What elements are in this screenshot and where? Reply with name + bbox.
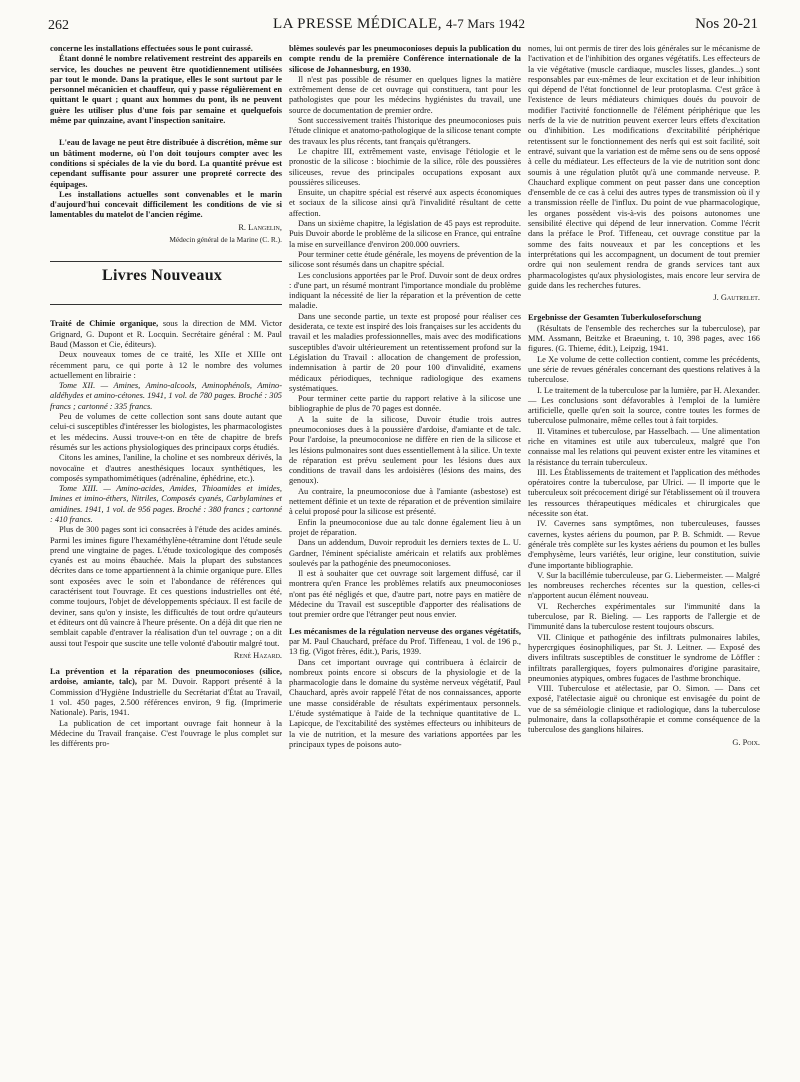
paragraph: Peu de volumes de cette collection sont sans doute autant que celui-ci susceptibles d'intéresser les biologistes, les pharmacologistes et les médecins. Aussi trouve-t-on en tête de chapitre de brefs résumés sur les actions physiologiques des principaux corps étudiés. [50, 412, 282, 452]
paragraph: Plus de 300 pages sont ici consacrées à l'étude des acides aminés. Parmi les imines figure l'hexaméthylène-tétramine dont l'étude seule prend une vingtaine de pages. L'étude toxicologique des composés cyanés est au moins ébauchée. Mais la plupart des substances décrites dans ce tome appartiennent à la chimie organique pure. Elles sont exposées avec le soin et l'abondance de références qui caractérisent tout l'ouvrage. Et ces questions industrielles ont été, comme toujours, l'objet de développements spéciaux. Il est facile de deviner, sans qu'on y insiste, les difficultés de tout ordre qu'auteurs et éditeurs ont dû vaincre à l'heure présente. On a déjà dit que rien ne semblait capable d'entraver la réalisation d'un tel ouvrage ; on a dit aussi tout l'espoir que suscite une telle volonté d'aboutir malgré tout. [50, 525, 282, 648]
spacer [50, 126, 282, 138]
book-entry [50, 667, 282, 718]
paragraph: Les installations actuelles sont convenables et le marin d'aujourd'hui concevait difficilement les conditions de vie si lamentables du matelot de l'ancien régime. [50, 189, 282, 220]
paragraph: Il est à souhaiter que cet ouvrage soit largement diffusé, car il montrera qu'en France les problèmes relatifs aux pneumoconioses n'ont pas été négligés et que, d'autre part, notre pays en matière de Médecine du Travail est susceptible d'apporter des réalisations de tout premier ordre que l'étranger peut nous envier. [289, 569, 521, 620]
page-header [48, 14, 758, 38]
paragraph: V. Sur la bacillémie tuberculeuse, par G. Liebermeister. — Malgré les nombreuses recherches récentes sur la question, celles-ci n'apportent aucun élément nouveau. [528, 570, 760, 601]
paragraph: IV. Cavernes sans symptômes, non tuberculeuses, fausses cavernes, kystes aériens du poumon, par P. B. Schmidt. — Revue générale très complète sur les kystes aériens du poumon et les bulles d'emphysème, leurs variétés, leur origine, leur constitution, suivie d'une importante bibliographie. [528, 519, 760, 570]
paragraph: VI. Recherches expérimentales sur l'immunité dans la tuberculose, par R. Bieling. — Les rapports de l'allergie et de l'immunité dans la tuberculose restent toujours obscurs. [528, 601, 760, 632]
paragraph: Le chapitre III, extrêmement vaste, envisage l'étiologie et le pronostic de la silicose : biochimie de la silice, rôle des poussières siliceuses, revue des principales occupations exposant aux poussières siliceuses. [289, 146, 521, 187]
paragraph: Citons les amines, l'aniline, la choline et ses nombreux dérivés, la novocaïne et d'autres anesthésiques locaux synthétiques, les composés sympathomimétiques (adrénaline, éphédrine, etc.). [50, 453, 282, 483]
paragraph: Il n'est pas possible de résumer en quelques lignes la matière extrêmement dense de cet ouvrage qui constituera, tant pour les pathologistes que pour les médecins hygiénistes du travail, une source de documentation de premier ordre. [289, 74, 521, 115]
book-reference: sous la direction de MM. Victor Grignard, G. Dupont et R. Locquin. Secrétaire général : M. Paul Baud (Masson et Cie, éditeurs). [50, 319, 282, 349]
paragraph: blèmes soulevés par les pneumoconioses depuis la publication du compte rendu de la première Conférence internationale de la silicose de Johannesburg, en 1930. [289, 44, 521, 74]
paragraph: Dans un addendum, Duvoir reproduit les derniers textes de L. U. Gardner, l'éminent spécialiste américain et relatifs aux problèmes soulevés par la pathogénie des pneumoconioses. [289, 538, 521, 568]
paragraph: A la suite de la silicose, Duvoir étudie trois autres pneumoconioses dues à la poussière d'ardoise, d'amiante et de talc. Pour l'ardoise, la pneumoconiose ne diffère en rien de la silicose et les lésions pulmonaires sont dues essentiellement à la silice. Un texte de réparation est prévu seulement pour les lésions dues aux conditions de travail dans les ardoisières (lésions des mains, des genoux). [289, 414, 521, 486]
paragraph: nomes, lui ont permis de tirer des lois générales sur le mécanisme de l'activation et de l'inhibition des organes végétatifs. Les effecteurs de la vie végétative (muscle cardiaque, muscles lisses, glandes...) sont responsables par eux-mêmes de leur excitation et de leur inhibition qui dépend de l'état fonctionnel de leur protoplasma. C'est grâce à l'existence de leurs médiateurs chimiques doués du pouvoir de modifier l'activité fonctionnelle de l'élément périphérique que les nerfs de la vie de nutrition peuvent exercer leurs effets d'excitation ou d'inhibition. Les modifications d'excitabilité périphérique retentissent sur le fonctionnement des nerfs qui est soit facilité, soit entravé, suivant que la variation est de même sens ou de sens opposé à celle du médiateur. Les effecteurs de la vie de nutrition sont donc soumis à une régulation plutôt qu'à une commande nerveuse. P. Chauchard explique comment on peut passer dans une conception d'ensemble de ce cas à celui des autres types de transmission où il y a transmission réelle de l'influx. Du point de vue pharmacologique, les organes possèdent vis-à-vis des poisons autonomes une sensibilité élective qui dépend de leur innervation. Comme l'écrit dans la préface le Prof. Tiffeneau, cet ouvrage constitue par la somme des faits nouveaux et par les conceptions et les interprétations qui les accompagnent, un document de tout premier ordre qui non seulement rendra de grands services tant aux pharmacologistes qu'aux physiologistes, mais encore leur servira de guide dans les recherches futures. [528, 44, 760, 290]
paragraph: I. Le traitement de la tuberculose par la lumière, par H. Alexander. — Les conclusions sont défavorables à l'emploi de la lumière artificielle, quelle qu'en soit la source, contre toutes les formes de tuberculose pulmonaire, même celles tout à fait torpides. [528, 385, 760, 426]
paragraph: concerne les installations effectuées sous le pont cuirassé. [50, 44, 253, 53]
paragraph: Dans cet important ouvrage qui contribuera à éclaircir de nombreux points encore si obscurs de la physiologie et de la pharmacologie dans le domaine du système nerveux végétatif, Paul Chauchard, après avoir rappelé l'état de nos connaissances, apporte une masse considérable de résultats expérimentaux personnels. L'étude systématique à l'aide de la technique quantitative de L. Lapicque, de l'excitabilité des systèmes effecteurs ou inhibiteurs de la vie de nutrition, et la mesure des variations apportées par les principaux types de poisons auto- [289, 657, 521, 749]
paragraph: II. Vitamines et tuberculose, par Hasselbach. — Une alimentation riche en vitamines est utile aux tuberculeux, malgré que l'on connaisse mal les relations qui peuvent exister entre les vitamines et la résistance du terrain tuberculeux. [528, 426, 760, 467]
paragraph: Deux nouveaux tomes de ce traité, les XIIe et XIIIe ont récemment paru, ce qui porte à 12 le nombre des volumes actuellement en librairie : [50, 350, 282, 380]
section-banner [50, 261, 282, 305]
book-title: La prévention et la réparation des pneumoconioses (silice, ardoise, amiante, talc), [50, 667, 282, 687]
paragraph: Dans une seconde partie, un texte est proposé pour réaliser ces desiderata, ce texte est inspiré des lois françaises sur les accidents du travail et les maladies professionnelles, mais avec des modifications susceptibles d'avoir ultérieurement un retentissement profond sur la Législation du Travail : allocation de changement de profession, indemnisation à partir de 20 pour 100 d'invalidité, examens médicaux périodiques, technique radiologique des examens systématiques. [289, 311, 521, 393]
book-entry [289, 627, 521, 658]
book-title: Ergebnisse der Gesamten Tuberkuloseforschung [528, 313, 702, 323]
journal-name: LA PRESSE MÉDICALE, [273, 16, 442, 32]
signature: R. Langelin, [238, 222, 282, 232]
book-title: Traité de Chimie organique, [50, 319, 159, 329]
paragraph: III. Les Établissements de traitement et l'application des méthodes opératoires contre la tuberculose, par Ulrici. — Il importe que le tuberculeux soit précocement dirigé sur l'établissement où il trouvera les ressources thérapeutiques médicales et chirurgicales que nécessite son état. [528, 467, 760, 519]
book-reference: (Résultats de l'ensemble des recherches sur la tuberculose), par MM. Assmann, Beitzke et Braeuning, t. 10, 398 pages, avec 166 figures. (G. Thieme, édit.), Leipzig, 1941. [528, 323, 760, 354]
column-left [50, 44, 282, 750]
book-title: Les mécanismes de la régulation nerveuse des organes végétatifs, [289, 626, 521, 636]
book-entry [50, 319, 282, 350]
paragraph: VII. Clinique et pathogénie des infiltrats pulmonaires labiles, hypercrgiques éosinophiliques, par St. J. Leitner. — Exposé des divers infiltrats susceptibles de constituer le syndrome de Löffler : infiltrats parallergiques, foyers pulmonaires d'origine parasitaire, pneumonies atypiques, ombres fugaces de l'asthme bronchique. [528, 632, 760, 683]
paragraph: Le Xe volume de cette collection contient, comme les précédents, une série de revues générales concernant des questions relatives à la tuberculose. [528, 354, 760, 385]
paragraph: Au contraire, la pneumoconiose due à l'amiante (asbestose) est nettement définie et un texte de réparation et de prévention similaire à celui proposé pour la silicose est présenté. [289, 486, 521, 517]
paragraph: L'eau de lavage ne peut être distribuée à discrétion, même sur un bâtiment moderne, où l'on doit toujours compter avec les conditions si spéciales de la vie du bord. La quantité prévue est cependant suffisante pour assurer une propreté correcte des équipages. [50, 138, 282, 189]
issue-value: 20-21 [723, 16, 758, 32]
paragraph: Dans un sixième chapitre, la législation de 45 pays est reproduite. Puis Duvoir aborde le problème de la silicose en France, qui entraîne la mise en surveillance d'environ 200.000 ouvriers. [289, 219, 521, 249]
signature: René Hazard. [233, 650, 282, 660]
paragraph: VIII. Tuberculose et atélectasie, par O. Simon. — Dans cet exposé, l'atélectasie aiguë ou chronique est envisagée du point de vue de sa séméiologie clinique et radiologique, dans la tuberculose pulmonaire, dans la collapsothérapie et comme conséquence de la tuberculose des ganglions hilaires. [528, 684, 760, 735]
book-reference: par M. Paul Chauchard, préface du Prof. Tiffeneau, 1 vol. de 196 p., 13 fig. (Vigot frères, édit.), Paris, 1939. [289, 636, 521, 657]
signature: G. Poix. [732, 737, 760, 747]
paragraph: Étant donné le nombre relativement restreint des appareils en service, les douches ne peuvent être quotidiennement utilisées par tout le monde. Dans la pratique, elles le sont surtout par le personnel mécanicien et chauffeur, qui y passe régulièrement en quittant le quart ; quant aux hommes du pont, ils ne peuvent guère les utiliser plus d'une fois par semaine et quelquefois même par quinzaine, avant l'inspection sanitaire. [50, 54, 282, 126]
signature: J. Gautrelet. [713, 293, 760, 303]
paragraph: Sont successivement traités l'historique des pneumoconioses puis l'étude clinique et anatomo-pathologique de la silicose tenant compte des travaux les plus récents, tant français qu'étrangers. [289, 116, 521, 146]
paragraph: Enfin la pneumoconiose due au talc donne également lieu à un projet de réparation. [289, 517, 521, 537]
page-number: 262 [48, 18, 69, 33]
signature-role: Médecin général de la Marine (C. R.). [169, 235, 282, 245]
book-reference: par M. Duvoir. Rapport présenté à la Commission d'Hygiène Industrielle du Secrétariat d'État au Travail, 1 vol. 450 pages, 2.500 références environ, 9 fig. (Imprimerie Nationale). Paris, 1941. [50, 677, 282, 718]
paragraph: Tome XII. — Amines, Amino-alcools, Aminophénols, Amino-aldéhydes et amino-cétones. 1941, 1 vol. de 780 pages. Broché : 305 francs ; cartonné : 335 francs. [50, 381, 282, 411]
paragraph: La publication de cet important ouvrage fait honneur à la Médecine du Travail française. C'est l'ouvrage le plus complet sur les différents pro- [50, 718, 282, 749]
journal-title [273, 16, 525, 33]
paragraph: Les conclusions apportées par le Prof. Duvoir sont de deux ordres : d'une part, un résumé montrant l'importance mondiale du problème indiquant la nécessité de lier la réparation et la prévention de cette maladie. [289, 270, 521, 311]
paragraph: Ensuite, un chapitre spécial est réservé aux aspects économiques et sociaux de la silicose ainsi qu'à l'invalidité résultant de cette affection. [289, 188, 521, 218]
issue-prefix: Nos [695, 16, 720, 32]
paragraph: Pour terminer cette partie du rapport relative à la silicose une bibliographie de plus de 70 pages est donnée. [289, 394, 521, 414]
paragraph: Pour terminer cette étude générale, les moyens de prévention de la silicose sont résumés dans un chapitre spécial. [289, 249, 521, 270]
paragraph: Tome XIII. — Amino-acides, Amides, Thioamides et imides, Imines et imino-éthers, Nitriles, Composés cyanés, Carbylamines et amidines. 1941, 1 vol. de 956 pages. Broché : 380 francs ; cartonné : 410 francs. [50, 484, 282, 524]
column-right [528, 44, 760, 750]
issue-number [695, 16, 758, 33]
section-title: Livres Nouveaux [102, 267, 223, 285]
issue-date: 4-7 Mars 1942 [446, 16, 526, 31]
column-middle [289, 44, 521, 750]
